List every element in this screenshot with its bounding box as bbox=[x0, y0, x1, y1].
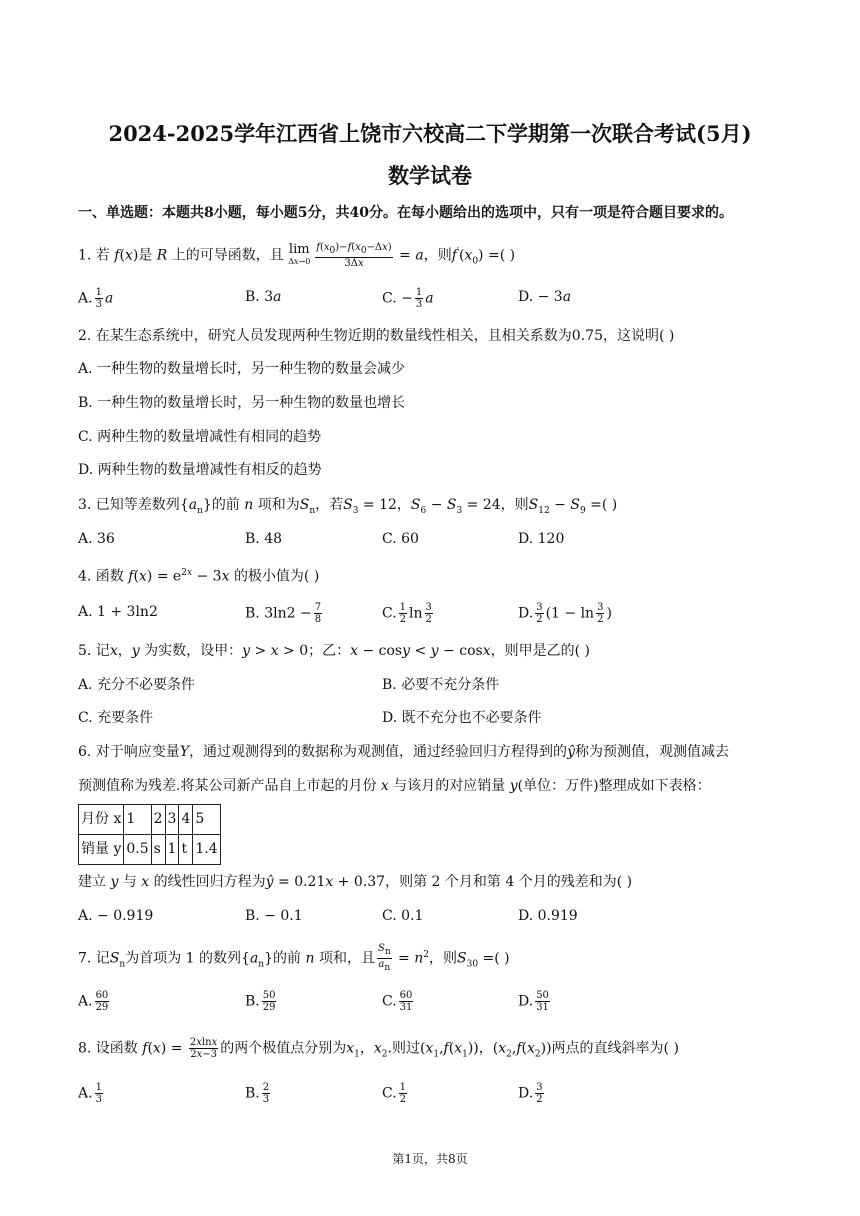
q2-option-a[interactable]: A. 一种生物的数量增长时，另一种生物的数量会减少 bbox=[78, 361, 406, 377]
section-heading: 一、单选题：本题共8小题，每小题5分，共40分。在每小题给出的选项中，只有一项是符合题目要求的。 bbox=[78, 205, 733, 221]
q7-option-c[interactable]: C. $\frac{60}{31}$ bbox=[382, 990, 413, 1013]
q5-option-b[interactable]: B. 必要不充分条件 bbox=[382, 677, 500, 693]
q2-option-b[interactable]: B. 一种生物的数量增长时，另一种生物的数量也增长 bbox=[78, 395, 406, 411]
q6-option-b[interactable]: B. − 0.1 bbox=[245, 908, 303, 924]
q1-option-d[interactable]: D. − 3a bbox=[518, 289, 572, 305]
q6-option-c[interactable]: C. 0.1 bbox=[382, 908, 424, 924]
q3-option-d[interactable]: D. 120 bbox=[518, 531, 565, 547]
question-3: 3. 已知等差数列$\{a_n\}$的前 n 项和为$S_n$，若$S_3 = 12$，$S_6 - S_3 = 24$，则$S_{12} - S_9$ =( ) bbox=[78, 497, 618, 516]
table-cell: 0.5 bbox=[124, 835, 151, 865]
table-cell: 销量 y bbox=[79, 835, 124, 865]
q7-option-b[interactable]: B. $\frac{50}{29}$ bbox=[245, 990, 276, 1013]
table-cell: 4 bbox=[179, 805, 193, 835]
q4-option-c[interactable]: C. $\frac{1}{2}$ ln $\frac{3}{2}$ bbox=[382, 602, 432, 625]
question-4: 4. 函数 $f(x) = e^{2x} - 3x$ 的极小值为( ) bbox=[78, 568, 320, 585]
data-table bbox=[78, 804, 221, 865]
q5-option-a[interactable]: A. 充分不必要条件 bbox=[78, 677, 196, 693]
q2-option-d[interactable]: D. 两种生物的数量增减性有相反的趋势 bbox=[78, 462, 322, 478]
table-cell: 3 bbox=[165, 805, 179, 835]
table-cell: 1 bbox=[124, 805, 151, 835]
table-cell: 月份 x bbox=[79, 805, 124, 835]
q7-option-d[interactable]: D. $\frac{50}{31}$ bbox=[518, 990, 549, 1013]
question-1: 1. 若 f(x)是 R 上的可导函数，且 lim Δx→0 $\frac{f(x_0)-f(x_0-\Delta x)}{3\Delta x}$ = a，则$f'(x_0)$ =( ) bbox=[78, 241, 516, 270]
q1-option-a[interactable]: A. $\frac{1}{3}$ a bbox=[78, 287, 114, 310]
q7-option-a[interactable]: A. $\frac{60}{29}$ bbox=[78, 990, 109, 1013]
q8-option-b[interactable]: B. $\frac{2}{3}$ bbox=[245, 1082, 270, 1105]
table-cell: 2 bbox=[151, 805, 165, 835]
question-6-line-2: 预测值称为残差.将某公司新产品自上市起的月份 x 与该月的对应销量 y(单位：万件)整理成如下表格： bbox=[78, 778, 711, 794]
question-6-line-3: 建立 y 与 x 的线性回归方程为ŷ = 0.21x + 0.37，则第 2 个月和第 4 个月的残差和为( ) bbox=[78, 874, 633, 890]
q6-option-a[interactable]: A. − 0.919 bbox=[78, 908, 154, 924]
question-2: 2. 在某生态系统中，研究人员发现两种生物近期的数量线性相关，且相关系数为0.75，这说明( ) bbox=[78, 328, 675, 344]
page-footer: 第1页，共8页 bbox=[392, 1152, 468, 1166]
q3-option-a[interactable]: A. 36 bbox=[78, 531, 115, 547]
table-cell: 1 bbox=[165, 835, 179, 865]
q6-option-d[interactable]: D. 0.919 bbox=[518, 908, 578, 924]
exam-subtitle: 数学试卷 bbox=[388, 163, 472, 188]
q3-option-b[interactable]: B. 48 bbox=[245, 531, 283, 547]
q8-option-c[interactable]: C. $\frac{1}{2}$ bbox=[382, 1082, 407, 1105]
q1-option-b[interactable]: B. 3a bbox=[245, 289, 282, 305]
question-6-line-1: 6. 对于响应变量Y，通过观测得到的数据称为观测值，通过经验回归方程得到的ŷ称为预测值，观测值减去 bbox=[78, 744, 729, 760]
q5-option-c[interactable]: C. 充要条件 bbox=[78, 710, 154, 726]
q2-option-c[interactable]: C. 两种生物的数量增减性有相同的趋势 bbox=[78, 429, 322, 445]
question-5: 5. 记x，y 为实数，设甲：y > x > 0；乙：x − cosy < y − cosx，则甲是乙的( ) bbox=[78, 643, 590, 659]
q8-option-a[interactable]: A. $\frac{1}{3}$ bbox=[78, 1082, 102, 1105]
table-cell: 1.4 bbox=[193, 835, 220, 865]
table-cell: s bbox=[151, 835, 165, 865]
table-cell: t bbox=[179, 835, 193, 865]
q5-option-d[interactable]: D. 既不充分也不必要条件 bbox=[382, 710, 542, 726]
table-cell: 5 bbox=[193, 805, 220, 835]
table-row bbox=[79, 805, 221, 835]
table-row bbox=[79, 835, 221, 865]
q3-option-c[interactable]: C. 60 bbox=[382, 531, 419, 547]
question-7: 7. 记$S_n$为首项为 1 的数列$\{a_n\}$的前 n 项和，且 $\frac{S_n}{a_n}$ = $n^2$，则$S_{30}$ =( ) bbox=[78, 943, 510, 973]
q4-option-a[interactable]: A. 1 + 3ln2 bbox=[78, 604, 158, 620]
q1-option-c[interactable]: C. − $\frac{1}{3}$ a bbox=[382, 287, 434, 310]
q8-option-d[interactable]: D. $\frac{3}{2}$ bbox=[518, 1082, 543, 1105]
q4-option-d[interactable]: D. $\frac{3}{2}$ (1 − ln $\frac{3}{2}$ ) bbox=[518, 602, 612, 625]
q4-option-b[interactable]: B. 3ln2 − $\frac{7}{8}$ bbox=[245, 602, 322, 625]
exam-title: 2024-2025学年江西省上饶市六校高二下学期第一次联合考试(5月) bbox=[108, 121, 752, 146]
question-8: 8. 设函数 f(x) = $\frac{2xlnx}{2x-3}$ 的两个极值点分别为$x_1$，$x_2$.则过$(x_1,f(x_1))$，$(x_2,f(x_2))$两点的直线斜率为( ) bbox=[78, 1037, 679, 1060]
